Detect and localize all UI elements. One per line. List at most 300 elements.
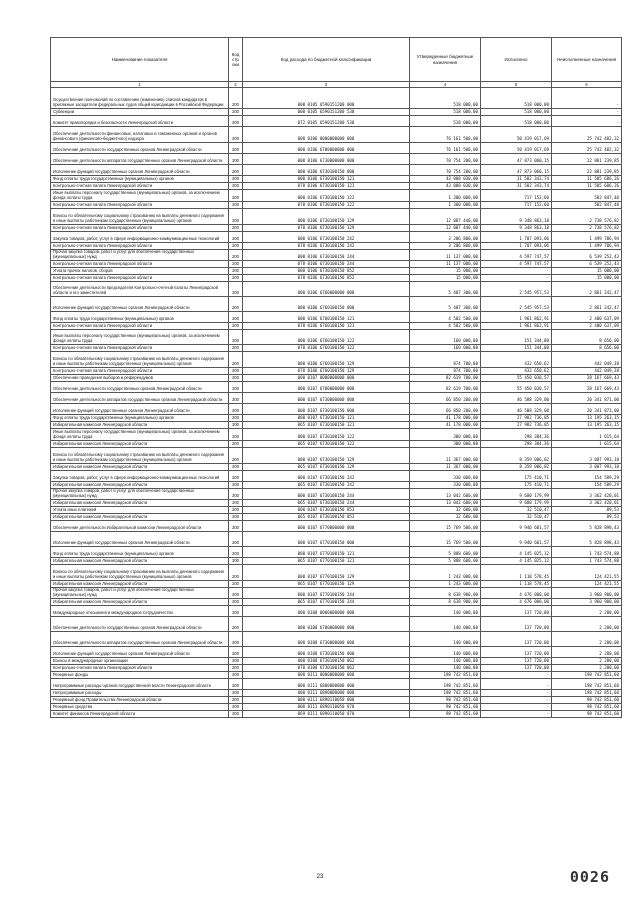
- row-line-code: 200: [229, 282, 243, 297]
- row-unexecuted-amount: 8 656,00: [552, 330, 622, 345]
- row-unexecuted-amount: 2 280,00: [552, 632, 622, 647]
- row-approved-amount: 15 000,00: [410, 275, 481, 282]
- row-line-code: 200: [229, 275, 243, 282]
- column-number: 4: [410, 82, 481, 88]
- row-indicator-name: Непрограммные расходы органов государственной власти Ленинградской области: [51, 679, 229, 690]
- row-budget-code: 078 0106 6760100150 121: [243, 323, 410, 330]
- row-budget-code: 065 0107 6730100150 242: [243, 482, 410, 489]
- row-approved-amount: 518 000,00: [410, 109, 481, 116]
- row-line-code: 200: [229, 697, 243, 704]
- table-row: [51, 514, 622, 521]
- row-approved-amount: 32 600,00: [410, 507, 481, 514]
- row-executed-amount: 4 597 747,57: [481, 261, 552, 268]
- row-unexecuted-amount: 15 000,00: [552, 268, 622, 275]
- row-budget-code: 000 0106 6760100150 122: [243, 330, 410, 345]
- table-row: [51, 617, 622, 632]
- row-budget-code: 078 0106 6730100150 242: [243, 243, 410, 250]
- row-executed-amount: 9 348 863,18: [481, 209, 552, 225]
- row-unexecuted-amount: 98 742 851,60: [552, 697, 622, 704]
- row-line-code: 200: [229, 500, 243, 507]
- row-budget-code: 000 0108 6700000000 000: [243, 617, 410, 632]
- row-unexecuted-amount: 3 960 900,00: [552, 588, 622, 599]
- row-budget-code: 000 0111 6890110050 870: [243, 704, 410, 711]
- row-budget-code: 000 0106 6730100150 242: [243, 232, 410, 243]
- row-indicator-name: Иные выплаты персоналу государственных (муниципальных) органов, за исключением фонда оплаты труда: [51, 330, 229, 345]
- table-row: [51, 243, 622, 250]
- row-approved-amount: 43 008 030,00: [410, 183, 481, 190]
- table-row: [51, 225, 622, 232]
- row-line-code: 200: [229, 88, 243, 109]
- row-unexecuted-amount: 582 847,40: [552, 202, 622, 209]
- row-unexecuted-amount: 3 007 993,18: [552, 464, 622, 471]
- row-budget-code: 072 0105 6590151200 530: [243, 116, 410, 127]
- row-unexecuted-amount: 442 049,38: [552, 368, 622, 375]
- table-row: [51, 183, 622, 190]
- row-budget-code: 000 0108 6730100150 862: [243, 658, 410, 665]
- row-approved-amount: 15 769 500,00: [410, 521, 481, 532]
- row-line-code: 200: [229, 154, 243, 165]
- row-executed-amount: 175 410,71: [481, 482, 552, 489]
- row-unexecuted-amount: 124 421,55: [552, 581, 622, 588]
- column-number: 3: [243, 82, 410, 88]
- row-executed-amount: 4 676 000,00: [481, 599, 552, 606]
- row-approved-amount: 8 638 900,00: [410, 588, 481, 599]
- row-unexecuted-amount: 3 007 993,18: [552, 448, 622, 464]
- row-line-code: 200: [229, 209, 243, 225]
- row-budget-code: 000 0106 6760000000 000: [243, 282, 410, 297]
- row-indicator-name: Контрольно-счетная палата Ленинградской области: [51, 323, 229, 330]
- row-approved-amount: 874 700,00: [410, 368, 481, 375]
- table-row: [51, 679, 622, 690]
- row-line-code: 200: [229, 225, 243, 232]
- row-indicator-name: Контрольно-счетная палата Ленинградской области: [51, 345, 229, 352]
- header-budget-code: Код расхода по бюджетной классификации: [243, 38, 410, 82]
- row-line-code: 200: [229, 588, 243, 599]
- row-unexecuted-amount: 442 049,38: [552, 352, 622, 368]
- row-executed-amount: 432 650,62: [481, 368, 552, 375]
- row-line-code: 200: [229, 143, 243, 154]
- row-executed-amount: 27 982 736,85: [481, 422, 552, 429]
- row-approved-amount: 66 850 200,00: [410, 404, 481, 415]
- row-indicator-name: Комитет правопорядка и безопасности Ленинградской области: [51, 116, 229, 127]
- row-indicator-name: Взносы в международные организации: [51, 658, 229, 665]
- row-executed-amount: 175 410,71: [481, 471, 552, 482]
- row-indicator-name: Обеспечение деятельности аппаратов государственных органов Ленинградской области: [51, 393, 229, 404]
- row-approved-amount: 160 000,00: [410, 330, 481, 345]
- row-approved-amount: 140 000,00: [410, 617, 481, 632]
- row-executed-amount: 137 720,00: [481, 647, 552, 658]
- row-indicator-name: Исполнение функций государственных органов Ленинградской области: [51, 647, 229, 658]
- row-line-code: 200: [229, 261, 243, 268]
- row-line-code: 200: [229, 617, 243, 632]
- table-row: [51, 441, 622, 448]
- row-approved-amount: 66 850 200,00: [410, 393, 481, 404]
- row-approved-amount: 12 087 440,00: [410, 225, 481, 232]
- row-budget-code: 065 0107 6730100150 853: [243, 514, 410, 521]
- row-budget-code: 078 0106 6730100150 122: [243, 202, 410, 209]
- table-row: [51, 690, 622, 697]
- row-line-code: 200: [229, 330, 243, 345]
- row-line-code: 200: [229, 711, 243, 718]
- row-unexecuted-amount: -: [552, 116, 622, 127]
- row-line-code: 200: [229, 368, 243, 375]
- row-budget-code: 000 0106 0000000000 000: [243, 127, 410, 143]
- row-indicator-name: Взносы по обязательному социальному страхованию на выплаты денежного содержания и иные выплаты работникам государственных (муниципальных) органов: [51, 565, 229, 581]
- row-line-code: 200: [229, 176, 243, 183]
- row-approved-amount: 1 243 000,00: [410, 581, 481, 588]
- row-unexecuted-amount: 2 400 637,09: [552, 323, 622, 330]
- row-line-code: 200: [229, 521, 243, 532]
- row-unexecuted-amount: 28 167 669,43: [552, 382, 622, 393]
- table-row: [51, 275, 622, 282]
- row-line-code: 200: [229, 422, 243, 429]
- row-indicator-name: Избирательная комиссия Ленинградской области: [51, 422, 229, 429]
- table-row: [51, 647, 622, 658]
- header-approved: Утвержденные бюджетные назначения: [410, 38, 481, 82]
- row-approved-amount: 4 502 500,00: [410, 323, 481, 330]
- row-unexecuted-amount: 11 505 686,26: [552, 176, 622, 183]
- header-line-code: Код строки: [229, 38, 243, 82]
- row-unexecuted-amount: 6 539 252,43: [552, 250, 622, 261]
- row-indicator-name: Исполнение функций государственных органов Ленинградской области: [51, 532, 229, 547]
- row-line-code: 200: [229, 679, 243, 690]
- row-line-code: 200: [229, 352, 243, 368]
- row-line-code: 200: [229, 323, 243, 330]
- table-row: [51, 500, 622, 507]
- row-executed-amount: 2 545 957,53: [481, 297, 552, 312]
- row-approved-amount: 32 600,00: [410, 514, 481, 521]
- row-line-code: 200: [229, 489, 243, 500]
- row-unexecuted-amount: 13 195 263,15: [552, 415, 622, 422]
- table-row: [51, 375, 622, 382]
- row-indicator-name: Фонд оплаты труда государственных (муниципальных) органов: [51, 176, 229, 183]
- row-line-code: 200: [229, 658, 243, 665]
- row-indicator-name: Исполнение функций государственных органов Ленинградской области: [51, 404, 229, 415]
- row-line-code: 200: [229, 109, 243, 116]
- row-indicator-name: Уплата иных платежей: [51, 507, 229, 514]
- row-indicator-name: Избирательная комиссия Ленинградской области: [51, 464, 229, 471]
- row-approved-amount: 15 769 500,00: [410, 532, 481, 547]
- row-line-code: 200: [229, 448, 243, 464]
- row-indicator-name: Фонд оплаты труда государственных (муниципальных) органов: [51, 547, 229, 558]
- row-executed-amount: 50 419 017,69: [481, 127, 552, 143]
- row-unexecuted-amount: 2 280,00: [552, 658, 622, 665]
- row-approved-amount: 874 700,00: [410, 352, 481, 368]
- table-row: [51, 606, 622, 617]
- row-unexecuted-amount: 28 167 669,43: [552, 375, 622, 382]
- row-approved-amount: 8 638 900,00: [410, 599, 481, 606]
- header-unexecuted: Неисполненные назначения: [552, 38, 622, 82]
- row-line-code: 200: [229, 312, 243, 323]
- header-executed: Исполнено: [481, 38, 552, 82]
- row-line-code: 200: [229, 558, 243, 565]
- row-indicator-name: Избирательная комиссия Ленинградской области: [51, 500, 229, 507]
- row-budget-code: 000 0106 6730100150 129: [243, 209, 410, 225]
- row-executed-amount: -: [481, 697, 552, 704]
- row-line-code: 200: [229, 547, 243, 558]
- row-executed-amount: 2 545 957,53: [481, 282, 552, 297]
- row-line-code: 200: [229, 532, 243, 547]
- row-indicator-name: Резервные фонды: [51, 672, 229, 679]
- row-indicator-name: Обеспечение деятельности государственных органов Ленинградской области: [51, 143, 229, 154]
- row-approved-amount: 82 619 700,00: [410, 382, 481, 393]
- row-indicator-name: Исполнение функций государственных органов Ленинградской области: [51, 297, 229, 312]
- table-row: [51, 521, 622, 532]
- row-line-code: 200: [229, 232, 243, 243]
- row-line-code: 200: [229, 632, 243, 647]
- row-unexecuted-amount: 3 362 420,01: [552, 500, 622, 507]
- row-indicator-name: Резервные средства: [51, 704, 229, 711]
- row-unexecuted-amount: 15 000,00: [552, 275, 622, 282]
- row-approved-amount: 518 000,00: [410, 88, 481, 109]
- table-row: [51, 368, 622, 375]
- table-row: [51, 352, 622, 368]
- row-budget-code: 000 0107 0000000000 000: [243, 375, 410, 382]
- row-approved-amount: 5 407 300,00: [410, 297, 481, 312]
- row-executed-amount: 4 145 025,12: [481, 558, 552, 565]
- row-indicator-name: Иные выплаты персоналу государственных (муниципальных) органов, за исключением фонда оплаты труда: [51, 429, 229, 441]
- row-budget-code: 000 0106 6730100150 852: [243, 268, 410, 275]
- row-indicator-name: Обеспечение проведения выборов и референдумов: [51, 375, 229, 382]
- row-budget-code: 065 0107 6770100150 129: [243, 581, 410, 588]
- row-budget-code: 000 0107 6730100150 244: [243, 489, 410, 500]
- row-unexecuted-amount: 3 960 900,00: [552, 599, 622, 606]
- row-line-code: 200: [229, 345, 243, 352]
- table-row: [51, 665, 622, 672]
- table-row: [51, 404, 622, 415]
- row-budget-code: 065 0107 6730100150 129: [243, 464, 410, 471]
- row-line-code: 200: [229, 599, 243, 606]
- row-executed-amount: 27 982 736,85: [481, 415, 552, 422]
- row-line-code: 200: [229, 382, 243, 393]
- row-executed-amount: 9 680 179,99: [481, 489, 552, 500]
- table-row: [51, 393, 622, 404]
- row-line-code: 200: [229, 297, 243, 312]
- row-budget-code: 000 0106 6730100150 244: [243, 250, 410, 261]
- row-budget-code: 078 0106 6760100150 129: [243, 368, 410, 375]
- row-budget-code: 000 0111 0000000000 000: [243, 672, 410, 679]
- row-budget-code: 000 0111 6890110050 000: [243, 697, 410, 704]
- row-line-code: 200: [229, 471, 243, 482]
- row-budget-code: 000 0108 6730100150 000: [243, 647, 410, 658]
- row-unexecuted-amount: -: [552, 88, 622, 109]
- row-line-code: 200: [229, 647, 243, 658]
- table-row: [51, 672, 622, 679]
- row-executed-amount: 518 000,00: [481, 116, 552, 127]
- row-unexecuted-amount: 1 615,64: [552, 429, 622, 441]
- row-indicator-name: Контрольно-счетная палата Ленинградской области: [51, 275, 229, 282]
- row-indicator-name: Обеспечение деятельности государственных органов Ленинградской области: [51, 617, 229, 632]
- row-budget-code: 078 0106 6730100150 129: [243, 225, 410, 232]
- row-unexecuted-amount: 1 743 574,88: [552, 547, 622, 558]
- row-unexecuted-amount: 2 738 576,82: [552, 225, 622, 232]
- row-line-code: 200: [229, 514, 243, 521]
- row-unexecuted-amount: 22 881 239,85: [552, 165, 622, 176]
- table-row: [51, 190, 622, 202]
- row-approved-amount: 15 000,00: [410, 268, 481, 275]
- row-approved-amount: 98 742 851,60: [410, 711, 481, 718]
- row-executed-amount: -: [481, 711, 552, 718]
- row-executed-amount: 47 873 060,15: [481, 165, 552, 176]
- table-row: [51, 330, 622, 345]
- row-approved-amount: 1 300 000,00: [410, 190, 481, 202]
- row-executed-amount: 8 359 006,82: [481, 464, 552, 471]
- table-row: [51, 558, 622, 565]
- table-row: [51, 127, 622, 143]
- row-indicator-name: Непрограммные расходы: [51, 690, 229, 697]
- row-unexecuted-amount: 2 280,00: [552, 617, 622, 632]
- row-line-code: 200: [229, 393, 243, 404]
- row-unexecuted-amount: 2 280,00: [552, 665, 622, 672]
- row-approved-amount: 13 042 600,00: [410, 489, 481, 500]
- table-row: [51, 268, 622, 275]
- row-unexecuted-amount: 2 280,00: [552, 647, 622, 658]
- row-indicator-name: Субвенции: [51, 109, 229, 116]
- row-indicator-name: Контрольно-счетная палата Ленинградской области: [51, 225, 229, 232]
- row-unexecuted-amount: 5 828 898,43: [552, 532, 622, 547]
- row-executed-amount: 47 873 060,15: [481, 154, 552, 165]
- row-budget-code: 000 0107 6770100150 121: [243, 547, 410, 558]
- row-line-code: 200: [229, 665, 243, 672]
- row-line-code: 200: [229, 690, 243, 697]
- row-approved-amount: 13 042 600,00: [410, 500, 481, 507]
- row-unexecuted-amount: 198 742 851,60: [552, 679, 622, 690]
- row-line-code: 200: [229, 704, 243, 711]
- table-row: [51, 489, 622, 500]
- row-indicator-name: Обеспечение деятельности Избирательной комиссии Ленинградской области: [51, 521, 229, 532]
- row-unexecuted-amount: 20 341 871,00: [552, 404, 622, 415]
- row-unexecuted-amount: 89,53: [552, 514, 622, 521]
- table-row: [51, 547, 622, 558]
- row-unexecuted-amount: 25 742 482,32: [552, 143, 622, 154]
- row-budget-code: 078 0106 6730100150 244: [243, 261, 410, 268]
- row-line-code: 200: [229, 482, 243, 489]
- row-executed-amount: 50 419 017,69: [481, 143, 552, 154]
- table-row: [51, 116, 622, 127]
- row-approved-amount: 198 742 851,60: [410, 672, 481, 679]
- row-budget-code: 000 0107 6730100150 129: [243, 448, 410, 464]
- row-executed-amount: 1 118 578,45: [481, 565, 552, 581]
- row-approved-amount: 3 206 800,00: [410, 232, 481, 243]
- row-indicator-name: Уплата прочих налогов, сборов: [51, 268, 229, 275]
- table-row: [51, 482, 622, 489]
- row-approved-amount: 98 742 851,60: [410, 704, 481, 711]
- row-unexecuted-amount: 2 400 637,09: [552, 312, 622, 323]
- table-row: [51, 632, 622, 647]
- row-executed-amount: 9 348 863,18: [481, 225, 552, 232]
- row-unexecuted-amount: 11 505 686,26: [552, 183, 622, 190]
- table-row: [51, 565, 622, 581]
- table-row: [51, 532, 622, 547]
- row-approved-amount: 160 000,00: [410, 345, 481, 352]
- table-row: [51, 599, 622, 606]
- archive-stamp-number: 0026: [569, 868, 610, 886]
- row-indicator-name: Фонд оплаты труда государственных (муниципальных) органов: [51, 415, 229, 422]
- row-executed-amount: 298 384,36: [481, 429, 552, 441]
- row-indicator-name: Международные отношения и международное сотрудничество: [51, 606, 229, 617]
- row-approved-amount: 76 161 500,00: [410, 143, 481, 154]
- row-executed-amount: 717 152,60: [481, 202, 552, 209]
- row-line-code: 200: [229, 565, 243, 581]
- row-executed-amount: 1 707 093,06: [481, 232, 552, 243]
- row-indicator-name: Обеспечение деятельности финансовых, налоговых и таможенных органов и органов финансового (финансово-бюджетного) надзора: [51, 127, 229, 143]
- row-executed-amount: 1 118 578,45: [481, 581, 552, 588]
- row-budget-code: 000 0107 6730100150 122: [243, 429, 410, 441]
- row-approved-amount: 11 137 000,00: [410, 261, 481, 268]
- row-budget-code: 000 0107 6730000000 000: [243, 393, 410, 404]
- row-executed-amount: 518 000,00: [481, 88, 552, 109]
- table-row: [51, 109, 622, 116]
- row-unexecuted-amount: 1 499 706,94: [552, 232, 622, 243]
- table-row: [51, 165, 622, 176]
- expenditure-table: [50, 37, 622, 718]
- row-executed-amount: 32 510,47: [481, 514, 552, 521]
- row-indicator-name: Закупка товаров, работ, услуг в сфере информационно-коммуникационных технологий: [51, 232, 229, 243]
- row-unexecuted-amount: 2 861 242,47: [552, 297, 622, 312]
- table-row: [51, 323, 622, 330]
- row-line-code: 200: [229, 606, 243, 617]
- row-executed-amount: 32 510,47: [481, 507, 552, 514]
- row-unexecuted-amount: 154 589,29: [552, 471, 622, 482]
- table-row: [51, 282, 622, 297]
- row-executed-amount: 31 502 343,74: [481, 176, 552, 183]
- table-row: [51, 704, 622, 711]
- row-indicator-name: Обеспечение деятельности председателя Контрольно-счетной палаты Ленинградской области и его заместителей: [51, 282, 229, 297]
- row-approved-amount: 5 407 300,00: [410, 282, 481, 297]
- table-row: [51, 232, 622, 243]
- row-approved-amount: 43 008 030,00: [410, 176, 481, 183]
- row-executed-amount: 46 508 329,00: [481, 404, 552, 415]
- row-budget-code: 000 0107 6770000000 000: [243, 521, 410, 532]
- row-approved-amount: 4 502 500,00: [410, 312, 481, 323]
- row-indicator-name: Контрольно-счетная палата Ленинградской области: [51, 243, 229, 250]
- row-approved-amount: 330 000,00: [410, 482, 481, 489]
- column-number: 5: [481, 82, 552, 88]
- row-indicator-name: Избирательная комиссия Ленинградской области: [51, 599, 229, 606]
- row-unexecuted-amount: 154 589,29: [552, 482, 622, 489]
- row-unexecuted-amount: 1 743 574,88: [552, 558, 622, 565]
- row-executed-amount: -: [481, 704, 552, 711]
- row-budget-code: 000 0106 6760100150 129: [243, 352, 410, 368]
- table-row: [51, 345, 622, 352]
- row-budget-code: 000 0106 6760100150 121: [243, 312, 410, 323]
- table-row: [51, 429, 622, 441]
- row-approved-amount: 5 888 600,00: [410, 547, 481, 558]
- row-executed-amount: 137 720,00: [481, 632, 552, 647]
- row-executed-amount: 4 145 025,12: [481, 547, 552, 558]
- row-approved-amount: 140 000,00: [410, 606, 481, 617]
- row-indicator-name: Прочая закупка товаров, работ и услуг для обеспечения государственных (муниципальных) нужд: [51, 250, 229, 261]
- row-indicator-name: Контрольно-счетная палата Ленинградской области: [51, 261, 229, 268]
- table-row: [51, 464, 622, 471]
- row-line-code: 200: [229, 441, 243, 448]
- row-line-code: 200: [229, 429, 243, 441]
- report-sheet: [50, 37, 621, 718]
- row-approved-amount: 98 742 851,60: [410, 697, 481, 704]
- row-approved-amount: 70 754 200,00: [410, 154, 481, 165]
- row-executed-amount: 31 502 343,74: [481, 183, 552, 190]
- row-executed-amount: 9 940 601,57: [481, 532, 552, 547]
- row-budget-code: 065 0107 6730100150 244: [243, 500, 410, 507]
- row-approved-amount: 1 300 000,00: [410, 202, 481, 209]
- row-unexecuted-amount: 25 742 482,32: [552, 127, 622, 143]
- row-executed-amount: 151 344,00: [481, 345, 552, 352]
- row-indicator-name: Избирательная комиссия Ленинградской области: [51, 558, 229, 565]
- row-executed-amount: -: [481, 672, 552, 679]
- row-approved-amount: 518 000,00: [410, 116, 481, 127]
- row-unexecuted-amount: 89,53: [552, 507, 622, 514]
- table-row: [51, 507, 622, 514]
